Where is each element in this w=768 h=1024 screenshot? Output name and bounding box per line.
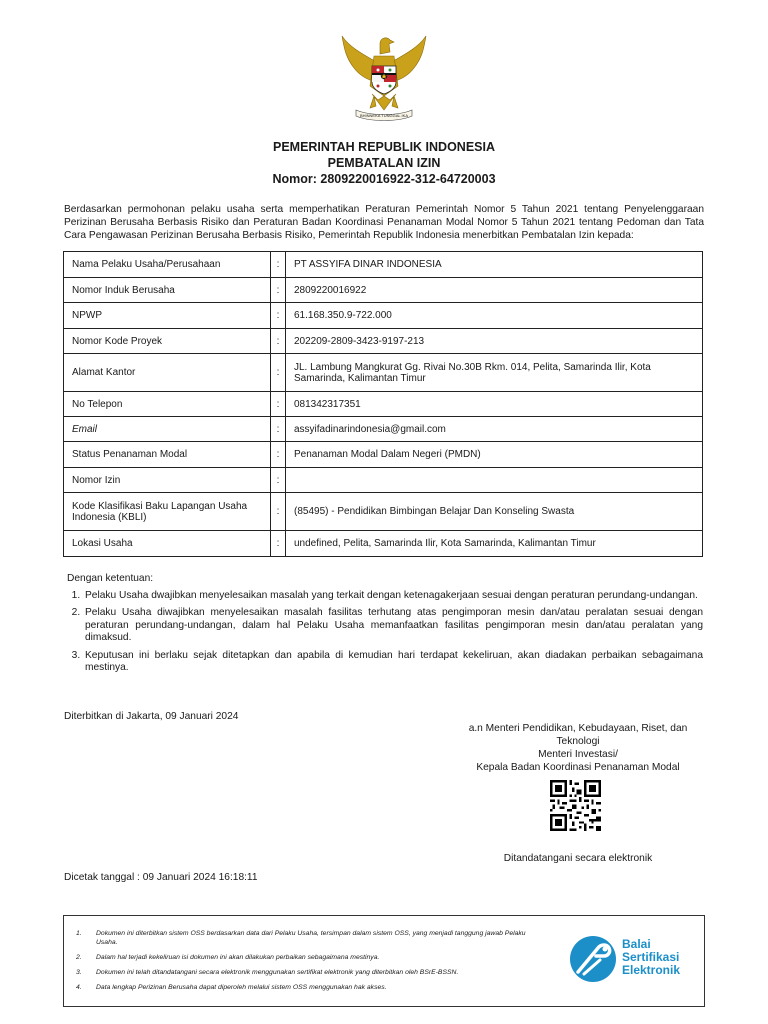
- intro-paragraph: Berdasarkan permohonan pelaku usaha serta memperhatikan Peraturan Pemerintah Nomor 5 Tahun 2021 tentang Penyelenggaraan Perizinan Berusaha Berbasis Risiko dan Peraturan Badan Koordinasi Penanaman Modal Nomor 5 Tahun 2021 tentang Pedoman dan Tata Cara Pengawasan Perizinan Berusaha Berbasis Risiko, Pemerintah Republik Indonesia menerbitkan Pembatalan Izin kepada:: [64, 204, 704, 241]
- note-text: Dokumen ini diterbitkan sistem OSS berdasarkan data dari Pelaku Usaha, tersimpan dalam sistem OSS, yang menjadi tanggung jawab Pelaku Usaha.: [96, 930, 526, 946]
- row-value: JL. Lambung Mangkurat Gg. Rivai No.30B Rkm. 014, Pelita, Samarinda Ilir, Kota Samarinda, Kalimantan Timur: [286, 354, 703, 392]
- row-label: Nama Pelaku Usaha/Perusahaan: [64, 252, 271, 278]
- row-colon: :: [271, 329, 286, 354]
- row-colon: :: [271, 442, 286, 468]
- table-row: [64, 442, 703, 468]
- government-title: PEMERINTAH REPUBLIK INDONESIA: [272, 140, 495, 154]
- row-colon: :: [271, 252, 286, 278]
- table-row: [64, 354, 703, 392]
- row-colon: :: [271, 354, 286, 392]
- document-header: [0, 139, 768, 187]
- logo-line: Sertifikasi: [622, 950, 680, 964]
- list-item: [76, 968, 546, 977]
- table-row: [64, 468, 703, 493]
- signature-line: Teknologi: [556, 736, 600, 747]
- garuda-pancasila-emblem: [336, 34, 432, 122]
- bsre-logo: [568, 934, 698, 988]
- note-number: 4.: [76, 984, 82, 991]
- emblem-caption: BHINNEKA TUNGGAL IKA: [359, 113, 409, 118]
- terms-list: [67, 590, 703, 675]
- note-text: Dokumen ini telah ditandatangani secara elektronik menggunakan sertifikat elektronik yang diterbitkan oleh BSrE-BSSN.: [96, 969, 459, 976]
- list-item: 1. Pelaku Usaha dwajibkan menyelesaikan masalah yang terkait dengan ketenagakerjaan sesuai dengan peraturan perundang-undangan.: [83, 590, 703, 603]
- table-row: [64, 392, 703, 417]
- document-number: Nomor: 2809220016922-312-64720003: [272, 172, 496, 186]
- table-row: [64, 252, 703, 278]
- list-item: [76, 929, 546, 947]
- row-label: Nomor Induk Berusaha: [64, 278, 271, 303]
- row-value: Penanaman Modal Dalam Negeri (PMDN): [286, 442, 703, 468]
- row-label: Status Penanaman Modal: [64, 442, 271, 468]
- row-colon: :: [271, 417, 286, 442]
- row-colon: :: [271, 493, 286, 531]
- list-item: [76, 983, 546, 992]
- row-value: assyifadinarindonesia@gmail.com: [286, 417, 703, 442]
- note-number: 1.: [76, 930, 82, 937]
- footer-notes-box: [63, 915, 705, 1007]
- table-row: [64, 278, 703, 303]
- table-row: [64, 303, 703, 329]
- row-value: undefined, Pelita, Samarinda Ilir, Kota Samarinda, Kalimantan Timur: [286, 531, 703, 557]
- terms-section: [67, 573, 703, 680]
- qr-code-icon: [550, 780, 601, 831]
- row-value: 2809220016922: [286, 278, 703, 303]
- row-label: Alamat Kantor: [64, 354, 271, 392]
- footer-notes-list: [76, 929, 546, 998]
- table-row: [64, 531, 703, 557]
- bsre-logo-text: [622, 938, 680, 977]
- signature-line: Kepala Badan Koordinasi Penanaman Modal: [476, 762, 680, 773]
- row-value: 081342317351: [286, 392, 703, 417]
- row-label: No Telepon: [64, 392, 271, 417]
- signature-line: Menteri Investasi/: [538, 749, 618, 760]
- row-value: 202209-2809-3423-9197-213: [286, 329, 703, 354]
- row-label: Nomor Izin: [64, 468, 271, 493]
- table-row: [64, 493, 703, 531]
- bsre-logo-icon: [568, 934, 618, 984]
- note-number: 3.: [76, 969, 82, 976]
- row-colon: :: [271, 468, 286, 493]
- list-item: 2. Pelaku Usaha diwajibkan menyelesaikan masalah fasilitas terhutang atas pengimporan mesin dan/atau peralatan sesuai dengan peraturan perundang-undangan, dalam hal Pelaku Usaha memanfaatkan fasilitas pengimporan mesin dan/atau peralatan yang dimaksud.: [83, 607, 703, 645]
- document-title: PEMBATALAN IZIN: [327, 156, 441, 170]
- row-colon: :: [271, 531, 286, 557]
- logo-line: Elektronik: [622, 963, 681, 977]
- logo-line: Balai: [622, 937, 651, 951]
- row-label: Kode Klasifikasi Baku Lapangan Usaha Indonesia (KBLI): [64, 493, 271, 531]
- row-value: PT ASSYIFA DINAR INDONESIA: [286, 252, 703, 278]
- business-info-table: [63, 251, 703, 557]
- list-item: [76, 953, 546, 962]
- printed-date: Dicetak tanggal : 09 Januari 2024 16:18:11: [64, 872, 258, 883]
- row-value: 61.168.350.9-722.000: [286, 303, 703, 329]
- row-label: NPWP: [64, 303, 271, 329]
- terms-heading: Dengan ketentuan:: [67, 573, 154, 584]
- issued-place-date: Diterbitkan di Jakarta, 09 Januari 2024: [64, 711, 239, 722]
- note-number: 2.: [76, 954, 82, 961]
- row-value: (85495) - Pendidikan Bimbingan Belajar Dan Konseling Swasta: [286, 493, 703, 531]
- note-text: Data lengkap Perizinan Berusaha dapat diperoleh melalui sistem OSS menggunakan hak akses.: [96, 984, 387, 991]
- electronic-signature-note: Ditandatangani secara elektronik: [503, 853, 653, 864]
- row-label: Lokasi Usaha: [64, 531, 271, 557]
- row-value: [286, 468, 703, 493]
- list-item: 3. Keputusan ini berlaku sejak ditetapkan dan apabila di kemudian hari terdapat kekeliruan, akan diadakan perbaikan sebagaimana mestinya.: [83, 650, 703, 675]
- row-label: Email: [64, 417, 271, 442]
- row-colon: :: [271, 278, 286, 303]
- table-row: [64, 417, 703, 442]
- table-row: [64, 329, 703, 354]
- row-label: Nomor Kode Proyek: [64, 329, 271, 354]
- row-colon: :: [271, 392, 286, 417]
- signature-line: a.n Menteri Pendidikan, Kebudayaan, Riset, dan: [468, 723, 688, 734]
- signature-block: [448, 722, 708, 774]
- note-text: Dalam hal terjadi kekeliruan isi dokumen ini akan dilakukan perbaikan sebagaimana mestinya.: [96, 954, 380, 961]
- row-colon: :: [271, 303, 286, 329]
